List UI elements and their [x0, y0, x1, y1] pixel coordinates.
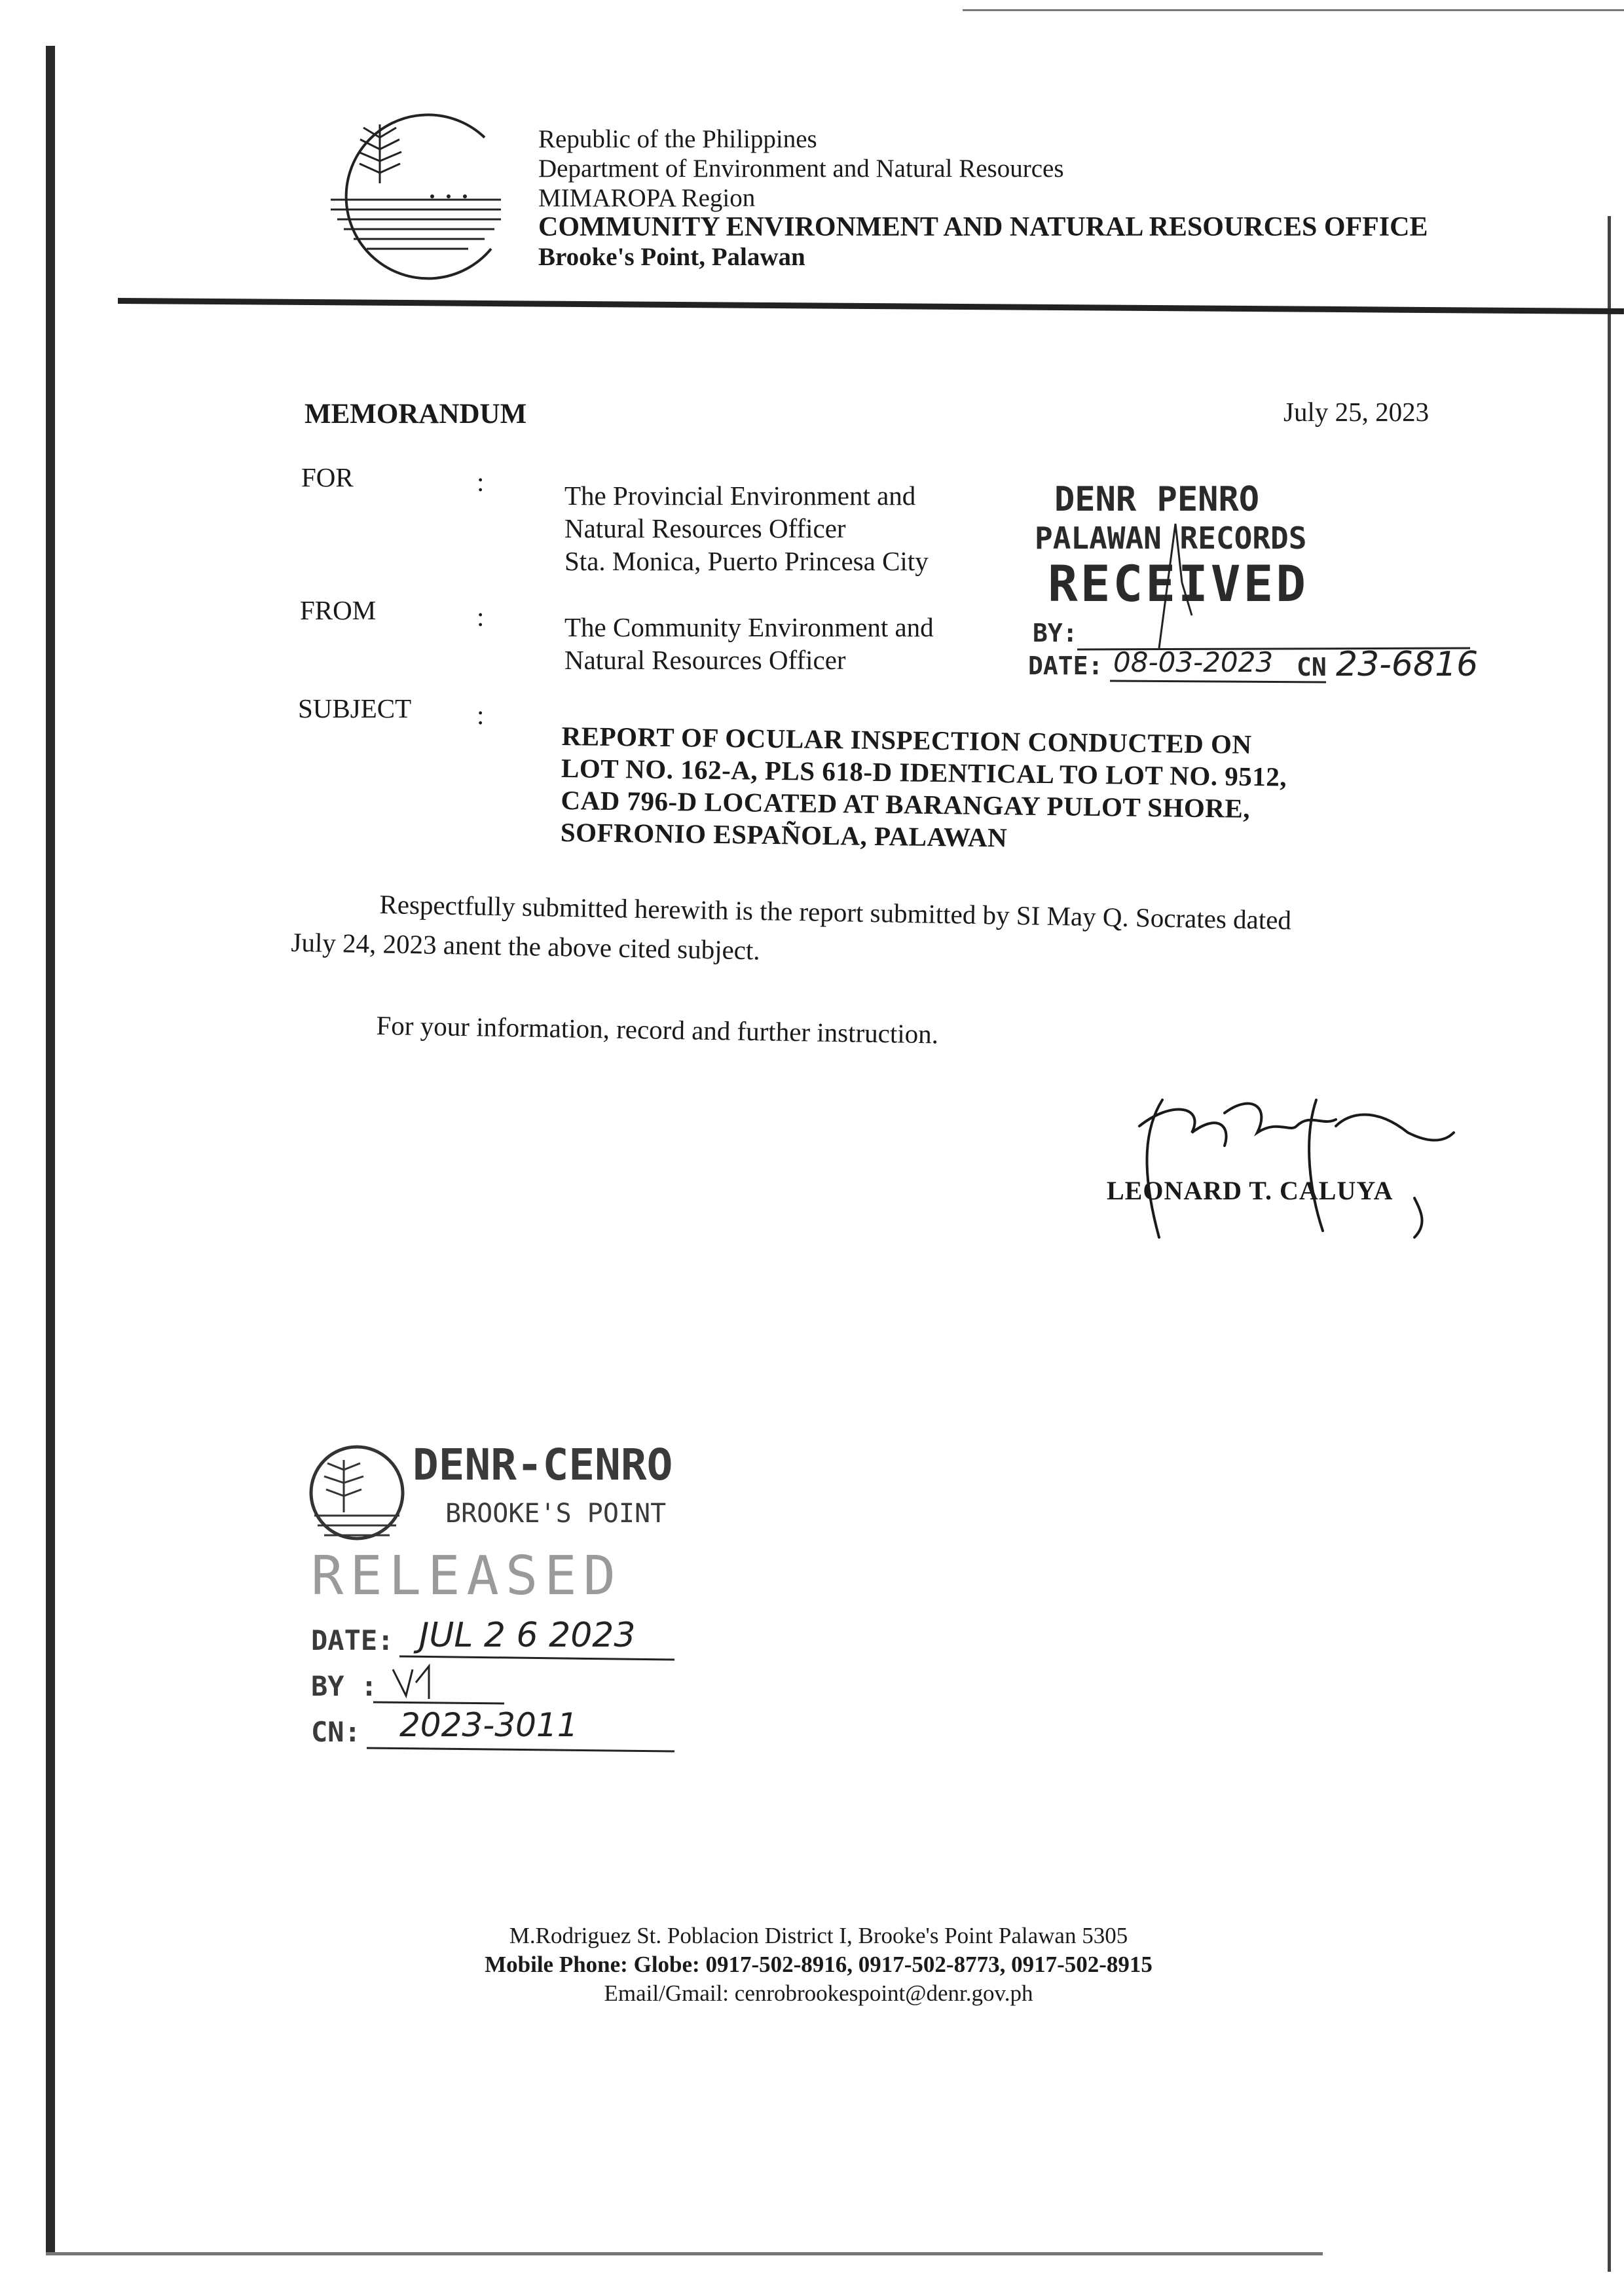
- memo-date: July 25, 2023: [1283, 397, 1430, 427]
- signatory-name: LEONARD T. CALUYA: [1107, 1176, 1393, 1205]
- from-colon: :: [477, 602, 485, 632]
- subject-line: REPORT OF OCULAR INSPECTION CONDUCTED ON: [561, 720, 1252, 759]
- header-divider: [118, 298, 1624, 314]
- footer-email: Email/Gmail: cenrobrookespoint@denr.gov.ph: [604, 1980, 1033, 2006]
- body-paragraph-1-line-2: July 24, 2023 anent the above cited subject.: [291, 926, 761, 966]
- letterhead-department: Department of Environment and Natural Resources: [538, 155, 1064, 183]
- body-paragraph-2: For your information, record and further instruction.: [376, 1010, 939, 1049]
- for-value-line: The Provincial Environment and: [564, 481, 916, 511]
- penro-stamp-date-value: 08-03-2023: [1113, 646, 1274, 678]
- letterhead-office: COMMUNITY ENVIRONMENT AND NATURAL RESOURCES OFFICE: [538, 212, 1428, 242]
- subject-line: SOFRONIO ESPAÑOLA, PALAWAN: [560, 816, 1008, 853]
- penro-stamp-by-label: BY:: [1033, 619, 1078, 647]
- subject-value: [561, 720, 1287, 858]
- for-value: [564, 479, 929, 577]
- from-value-line: The Community Environment and: [564, 612, 934, 642]
- cenro-stamp-cn-label: CN:: [311, 1716, 361, 1748]
- for-colon: :: [477, 467, 485, 497]
- letterhead-republic: Republic of the Philippines: [538, 125, 817, 153]
- for-label: FOR: [301, 462, 354, 492]
- penro-stamp-cn-value: 23-6816: [1336, 645, 1479, 684]
- footer-contact: [393, 1922, 1244, 2008]
- letterhead-region: MIMAROPA Region: [538, 184, 756, 212]
- from-value: [564, 611, 934, 676]
- for-value-line: Natural Resources Officer: [564, 513, 846, 543]
- penro-stamp-line2: PALAWAN RECORDS: [1035, 520, 1307, 556]
- denr-logo: [318, 98, 514, 288]
- memo-title: MEMORANDUM: [304, 399, 527, 429]
- scan-left-edge: [46, 46, 55, 2252]
- from-label: FROM: [300, 595, 377, 625]
- body-paragraph-1-line-1: Respectfully submitted herewith is the report submitted by SI May Q. Socrates dated: [379, 888, 1292, 936]
- letterhead: [538, 124, 1428, 272]
- footer-address: M.Rodriguez St. Poblacion District I, Brooke's Point Palawan 5305: [509, 1923, 1128, 1948]
- scan-right-edge: [1608, 216, 1611, 2272]
- penro-stamp-date-label: DATE:: [1028, 651, 1103, 680]
- from-value-line: Natural Resources Officer: [564, 645, 846, 675]
- penro-stamp-line3: RECEIVED: [1048, 555, 1309, 613]
- letterhead-location: Brooke's Point, Palawan: [538, 243, 805, 271]
- footer-phone: Mobile Phone: Globe: 0917-502-8916, 0917-502-8773, 0917-502-8915: [485, 1952, 1153, 1977]
- subject-colon: :: [477, 700, 485, 730]
- penro-stamp-line1: DENR PENRO: [1054, 484, 1260, 519]
- cenro-stamp-line3: RELEASED: [311, 1545, 622, 1607]
- cenro-stamp-line1: DENR-CENRO: [413, 1440, 673, 1490]
- subject-label: SUBJECT: [298, 693, 412, 723]
- cenro-stamp-cn-value: 2023-3011: [399, 1706, 578, 1744]
- top-scan-rule: [963, 9, 1624, 11]
- cenro-stamp-line2: BROOKE'S POINT: [445, 1499, 667, 1529]
- cenro-released-stamp: [308, 1434, 701, 1774]
- cenro-stamp-date-value: JUL 2 6 2023: [419, 1616, 636, 1655]
- cenro-stamp-by-label: BY :: [311, 1670, 378, 1702]
- cenro-stamp-date-label: DATE:: [311, 1624, 394, 1656]
- penro-stamp-cn-label: CN: [1297, 653, 1327, 682]
- subject-line: LOT NO. 162-A, PLS 618-D IDENTICAL TO LOT NO. 9512,: [561, 752, 1287, 792]
- penro-received-stamp: [1025, 484, 1496, 701]
- for-value-line: Sta. Monica, Puerto Princesa City: [564, 546, 929, 576]
- handwritten-signature: [1100, 1087, 1467, 1257]
- subject-line: CAD 796-D LOCATED AT BARANGAY PULOT SHORE,: [561, 784, 1251, 824]
- bottom-scan-rule: [46, 2252, 1323, 2255]
